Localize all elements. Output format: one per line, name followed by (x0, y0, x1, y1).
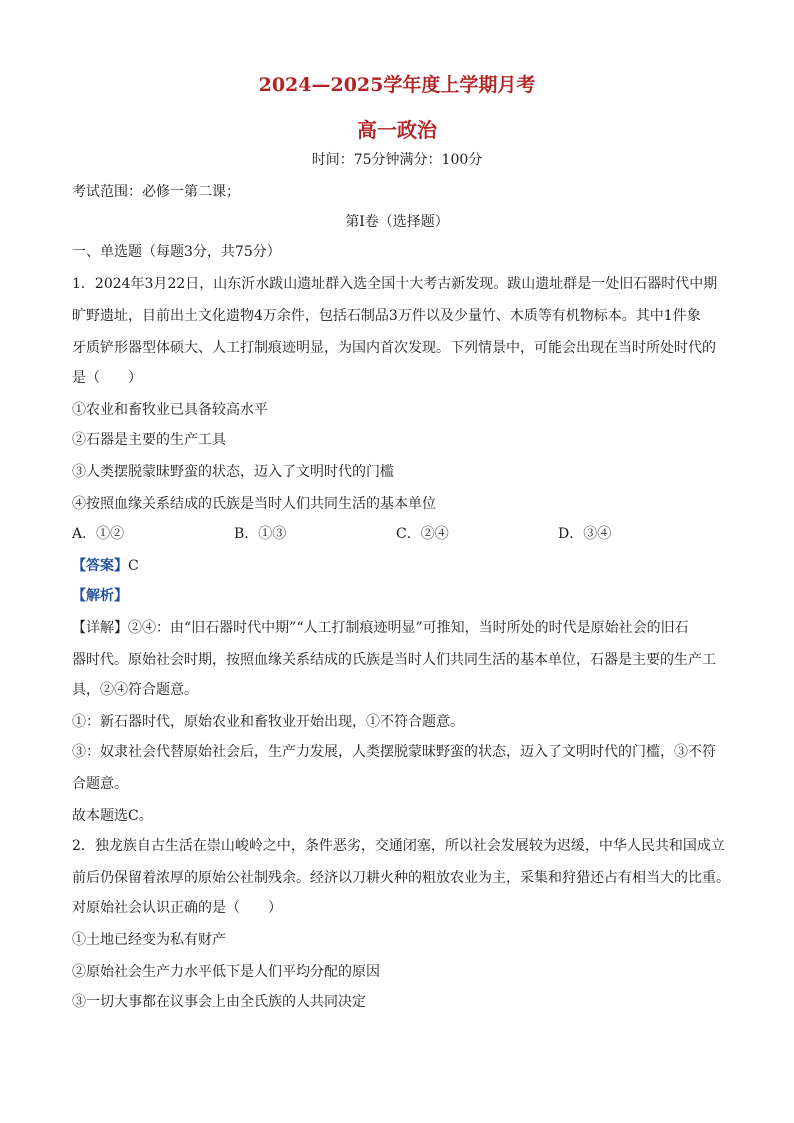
detail-tag: 【详解】 (72, 620, 128, 636)
part-title: 一、单选题（每题3分，共75分） (72, 244, 281, 260)
q1-statement: ③人类摆脱蒙昧野蛮的状态，迈入了文明时代的门槛 (72, 464, 394, 480)
q2-stem-line: 前后仍保留着浓厚的原始公社制残余。经济以刀耕火种的粗放农业为主，采集和狩猎还占有相当大的比重。 (72, 870, 730, 886)
q1-detail-line (72, 618, 732, 638)
q1-detail-line: 故本题选C。 (72, 808, 153, 824)
answer-tag: 【答案】 (72, 558, 128, 574)
q2-stem-line: 对原始社会认识正确的是（ ） (72, 900, 282, 916)
q1-stem-line: 旷野遗址，目前出土文化遗物4万余件，包括石制品3万件以及少量竹、木质等有机物标本。其中1件象 (72, 308, 701, 324)
q1-detail-line: 器时代。原始社会时期，按照血缘关系结成的氏族是当时人们共同生活的基本单位，石器是主要的生产工 (72, 652, 716, 668)
q2-statement: ①土地已经变为私有财产 (72, 932, 226, 948)
exam-subject: 高一政治 (357, 118, 437, 142)
q1-detail-line: ③：奴隶社会代替原始社会后，生产力发展，人类摆脱蒙昧野蛮的状态，迈入了文明时代的门槛，③不符 (72, 744, 716, 760)
q1-detail-line: ①：新石器时代，原始农业和畜牧业开始出现，①不符合题意。 (72, 714, 464, 730)
volume-title: 第I卷（选择题） (345, 214, 449, 230)
q1-detail-line: 具，②④符合题意。 (72, 682, 198, 698)
q1-stem-line: 1．2024年3月22日，山东沂水跋山遗址群入选全国十大考古新发现。跋山遗址群是一处旧石器时代中期 (72, 276, 718, 292)
q2-statement: ③一切大事都在议事会上由全氏族的人共同决定 (72, 994, 366, 1010)
analysis-tag: 【解析】 (72, 588, 128, 604)
time-info: 时间：75分钟满分：100分 (311, 152, 483, 168)
detail-text: ②④：由“旧石器时代中期”“人工打制痕迹明显”可推知，当时所处的时代是原始社会的旧石 (128, 620, 689, 636)
answer-value: C (128, 558, 139, 574)
q1-statement: ②石器是主要的生产工具 (72, 432, 226, 448)
q1-option-a: A．①② (72, 526, 125, 542)
q1-detail-line: 合题意。 (72, 776, 128, 792)
exam-scope: 考试范围：必修一第二课； (72, 184, 240, 200)
q1-option-d: D．③④ (558, 526, 612, 542)
q1-stem-line: 是（ ） (72, 370, 142, 386)
q2-stem-line: 2．独龙族自古生活在崇山峻岭之中，条件恶劣，交通闭塞，所以社会发展较为迟缓，中华人民共和国成立 (72, 838, 725, 854)
exam-title: 2024—2025学年度上学期月考 (258, 74, 536, 96)
q1-stem-line: 牙质铲形器型体硕大、人工打制痕迹明显，为国内首次发现。下列情景中，可能会出现在当时所处时代的 (72, 340, 716, 356)
q1-option-c: C．②④ (396, 526, 449, 542)
q1-analysis (72, 586, 732, 606)
q1-answer (72, 556, 732, 576)
q1-statement: ④按照血缘关系结成的氏族是当时人们共同生活的基本单位 (72, 496, 436, 512)
q1-option-b: B．①③ (234, 526, 287, 542)
q2-statement: ②原始社会生产力水平低下是人们平均分配的原因 (72, 964, 380, 980)
q1-statement: ①农业和畜牧业已具备较高水平 (72, 402, 268, 418)
